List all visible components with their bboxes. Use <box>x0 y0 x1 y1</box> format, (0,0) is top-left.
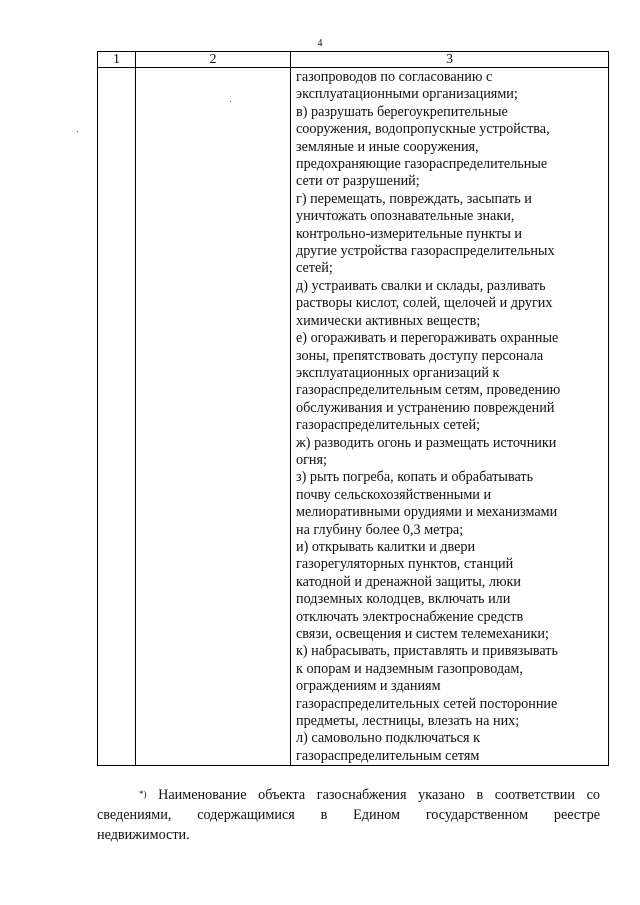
restrictions-text <box>291 68 608 765</box>
text-line: зоны, препятствовать доступу персонала <box>296 347 544 364</box>
text-line: ограждениям и зданиям <box>296 678 441 695</box>
text-line: подземных колодцев, включать или <box>296 591 511 608</box>
text-line: катодной и дренажной защиты, люки <box>296 573 522 590</box>
text-line: л) самовольно подключаться к <box>296 730 481 747</box>
text-line: сетей; <box>296 260 333 277</box>
text-line: контрольно-измерительные пункты и <box>296 225 523 242</box>
text-line: растворы кислот, солей, щелочей и других <box>296 295 553 312</box>
text-line: е) огораживать и перегораживать охранные <box>296 330 559 347</box>
text-line: з) рыть погреба, копать и обрабатывать <box>296 469 534 486</box>
column-header-3: 3 <box>291 52 609 68</box>
text-line: предметы, лестницы, влезать на них; <box>296 713 520 730</box>
footnote-marker: *) <box>139 789 147 799</box>
text-line: обслуживания и устранению повреждений <box>296 399 555 416</box>
text-line: газорегуляторных пунктов, станций <box>296 556 514 573</box>
text-line: эксплуатационными организациями; <box>296 86 518 103</box>
column-header-2: 2 <box>136 52 291 68</box>
text-line: на глубину более 0,3 метра; <box>296 521 464 538</box>
text-line: сети от разрушений; <box>296 173 420 190</box>
text-line: земляные и иные сооружения, <box>296 138 479 155</box>
text-line: огня; <box>296 451 327 468</box>
text-line: предохраняющие газораспределительные <box>296 156 548 173</box>
column-3-cell <box>291 68 609 766</box>
column-2-cell <box>136 68 291 766</box>
text-line: ж) разводить огонь и размещать источники <box>296 434 557 451</box>
table-row <box>98 68 609 766</box>
text-line: д) устраивать свалки и склады, разливать <box>296 277 546 294</box>
text-line: и) открывать калитки и двери <box>296 538 476 555</box>
footnote-line-1: *) Наименование объекта газоснабжения указано в соответствии со <box>139 787 600 803</box>
text-line: г) перемещать, повреждать, засыпать и <box>296 190 532 207</box>
text-line: уничтожать опознавательные знаки, <box>296 208 515 225</box>
table-header-row <box>98 52 609 68</box>
text-line: газораспределительным сетям <box>296 747 480 764</box>
text-line: сооружения, водопропускные устройства, <box>296 121 550 138</box>
footnote <box>97 785 600 845</box>
page-number: 4 <box>317 38 323 49</box>
text-line: газораспределительных сетей посторонние <box>296 695 558 712</box>
text-line: отключать электроснабжение средств <box>296 608 524 625</box>
text-line: мелиоративными орудиями и механизмами <box>296 504 558 521</box>
text-line: почву сельскохозяйственными и <box>296 486 492 503</box>
text-line: химически активных веществ; <box>296 312 481 329</box>
text-line: газораспределительных сетей; <box>296 417 481 434</box>
text-line: эксплуатационных организаций к <box>296 364 500 381</box>
text-line: к опорам и надземным газопроводам, <box>296 660 523 677</box>
footnote-line-2: сведениями, содержащимися в Едином государственном реестре <box>97 807 600 823</box>
column-1-cell <box>98 68 136 766</box>
text-line: связи, освещения и систем телемеханики; <box>296 626 549 642</box>
text-line: другие устройства газораспределительных <box>296 243 555 260</box>
restrictions-table <box>97 51 609 766</box>
footnote-line-3: недвижимости. <box>97 827 190 843</box>
text-line: газопроводов по согласованию с <box>296 69 493 85</box>
text-line: в) разрушать берегоукрепительные <box>296 103 508 120</box>
text-line: к) набрасывать, приставлять и привязывать <box>296 643 558 660</box>
text-line: газораспределительным сетям, проведению <box>296 382 561 399</box>
scan-speck <box>77 131 78 132</box>
column-header-1: 1 <box>98 52 136 68</box>
